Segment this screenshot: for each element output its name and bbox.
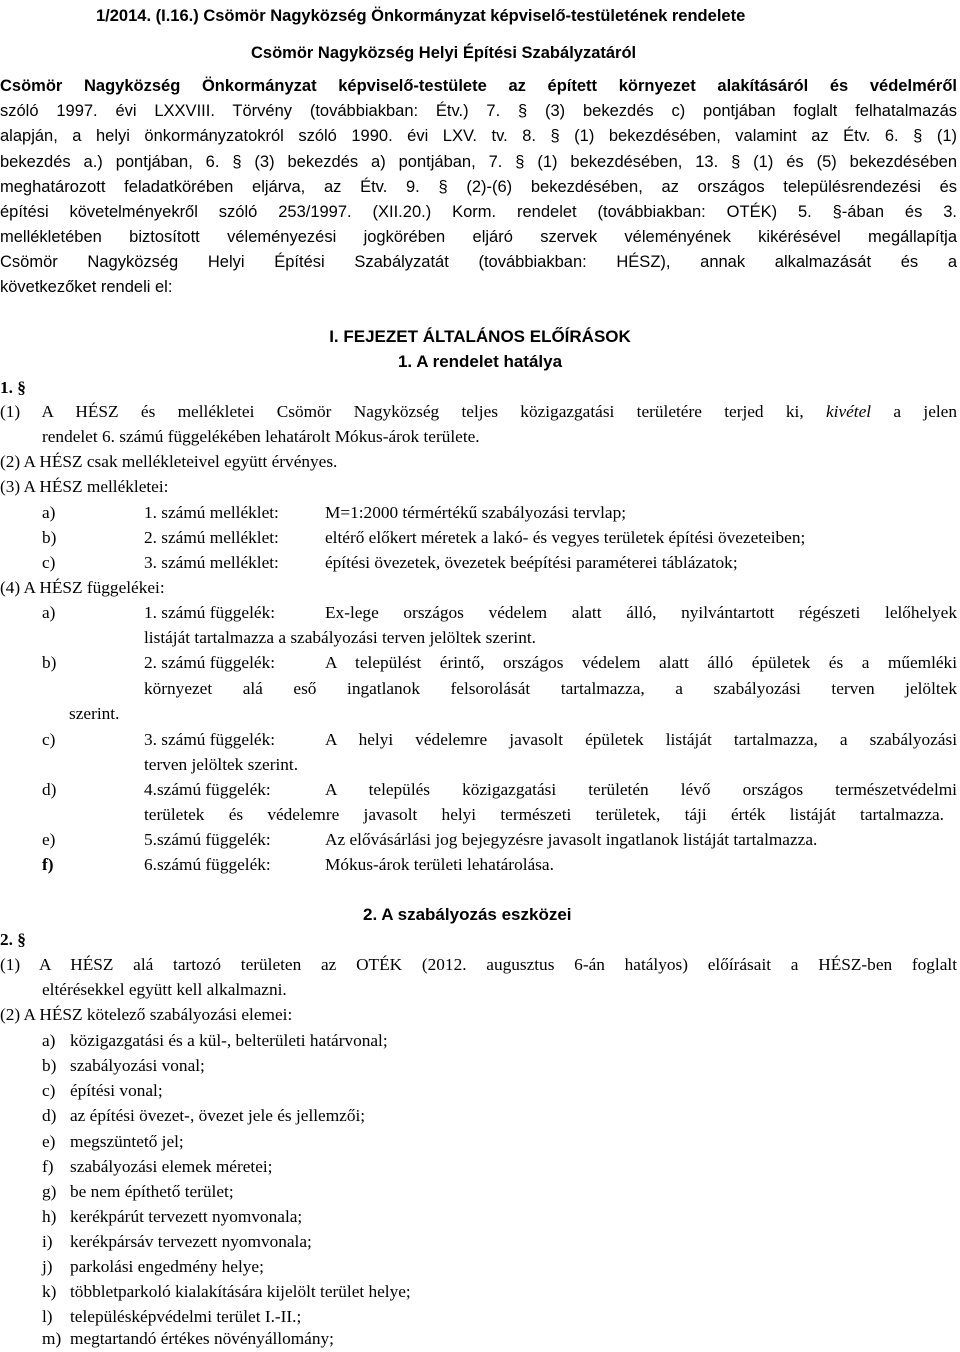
- list-label: b): [42, 1056, 57, 1075]
- preamble-line: bekezdés a.) pontjában, 6. § (3) bekezdés a) pontjában, 7. § (1) bekezdésében, 13. § (1) és (5) bekezdésében: [0, 153, 957, 171]
- list-label: e): [42, 1132, 56, 1151]
- preamble-line: következőket rendeli el:: [0, 278, 173, 296]
- list-label: h): [42, 1207, 57, 1226]
- list-label: k): [42, 1282, 57, 1301]
- appendix-desc: szerint.: [69, 704, 120, 723]
- list-label: d): [42, 1106, 57, 1125]
- list-label: a): [42, 1031, 56, 1050]
- preamble-line: mellékletében biztosított véleményezési jogkörében eljáró szervek véleményének kikérésével megállapítja: [0, 228, 957, 246]
- appendix-desc: területek és védelemre javasolt helyi természeti területek, táji érték listáját tartalmazza.: [144, 805, 944, 824]
- section-title: 2. A szabályozás eszközei: [363, 905, 572, 924]
- list-item: építési vonal;: [70, 1081, 163, 1100]
- list-label: c): [42, 553, 56, 572]
- list-label: e): [42, 830, 56, 849]
- paragraph-sign: 2. §: [0, 930, 26, 949]
- list-label: a): [42, 603, 56, 622]
- appendix-desc: Ex-lege országos védelem alatt álló, nyilvántartott régészeti lelőhelyek: [325, 603, 957, 622]
- list-item: megszüntető jel;: [70, 1132, 184, 1151]
- appendix-name: 6.számú függelék:: [144, 855, 271, 874]
- appendix-desc: környezet alá eső ingatlanok felsorolását tartalmazza, a szabályozási terven jelöltek: [144, 679, 957, 698]
- list-item: többletparkoló kialakítására kijelölt terület helye;: [70, 1282, 411, 1301]
- list-label: a): [42, 503, 56, 522]
- annex-name: 3. számú melléklet:: [144, 553, 279, 572]
- list-item: az építési övezet-, övezet jele és jellemzői;: [70, 1106, 366, 1125]
- annex-desc: eltérő előkert méretek a lakó- és vegyes területek építési övezeteiben;: [325, 528, 806, 547]
- appendix-name: 3. számú függelék:: [144, 730, 276, 749]
- appendix-desc: A települést érintő, országos védelem alatt álló épületek és a műemléki: [325, 653, 957, 672]
- preamble-line: meghatározott feladatkörében eljárva, az Étv. 9. § (2)-(6) bekezdésében, az országos településrendezési és: [0, 178, 957, 196]
- list-label: l): [42, 1307, 53, 1326]
- preamble-line: alapján, a helyi önkormányzatokról szóló 1990. évi LXV. tv. 8. § (1) bekezdésében, valamint az Étv. 6. § (1): [0, 127, 957, 145]
- list-item: közigazgatási és a kül-, belterületi határvonal;: [70, 1031, 388, 1050]
- appendix-desc: listáját tartalmazza a szabályozási terven jelöltek szerint.: [144, 628, 537, 647]
- list-item: településképvédelmi terület I.-II.;: [70, 1307, 302, 1326]
- list-label: b): [42, 653, 57, 672]
- document-title: 1/2014. (I.16.) Csömör Nagyközség Önkormányzat képviselő-testületének rendelete: [96, 7, 746, 25]
- list-item: szabályozási vonal;: [70, 1056, 205, 1075]
- paragraph-line: (2) A HÉSZ kötelező szabályozási elemei:: [0, 1005, 293, 1024]
- appendix-name: 1. számú függelék:: [144, 603, 276, 622]
- list-item: kerékpársáv tervezett nyomvonala;: [70, 1232, 312, 1251]
- annex-desc: építési övezetek, övezetek beépítési paraméterei táblázatok;: [325, 553, 738, 572]
- chapter-title: I. FEJEZET ÁLTALÁNOS ELŐÍRÁSOK: [329, 327, 631, 346]
- list-label: f): [42, 855, 54, 874]
- list-label: c): [42, 730, 56, 749]
- list-label: g): [42, 1182, 57, 1201]
- paragraph-line: eltérésekkel együtt kell alkalmazni.: [42, 980, 287, 999]
- appendix-desc: Mókus-árok területi lehatárolása.: [325, 855, 554, 874]
- appendix-name: 5.számú függelék:: [144, 830, 271, 849]
- paragraph-line: (2) A HÉSZ csak mellékleteivel együtt érvényes.: [0, 452, 338, 471]
- appendix-desc: A helyi védelemre javasolt épületek listáját tartalmazza, a szabályozási: [325, 730, 957, 749]
- list-label: i): [42, 1232, 53, 1251]
- paragraph-sign: 1. §: [0, 378, 26, 397]
- annex-desc: M=1:2000 térmértékű szabályozási tervlap;: [325, 503, 627, 522]
- paragraph-line: (3) A HÉSZ mellékletei:: [0, 477, 169, 496]
- list-item: megtartandó értékes növényállomány;: [70, 1329, 334, 1348]
- list-item: be nem építhető terület;: [70, 1182, 234, 1201]
- list-label: c): [42, 1081, 56, 1100]
- appendix-desc: Az elővásárlási jog bejegyzésre javasolt ingatlanok listáját tartalmazza.: [325, 830, 818, 849]
- annex-name: 1. számú melléklet:: [144, 503, 279, 522]
- list-label: m): [42, 1329, 62, 1348]
- list-item: parkolási engedmény helye;: [70, 1257, 264, 1276]
- preamble-line: Csömör Nagyközség Önkormányzat képviselő-testülete az épített környezet alakításáról és védelméről: [0, 77, 957, 95]
- list-label: b): [42, 528, 57, 547]
- preamble-line: szóló 1997. évi LXXVIII. Törvény (továbbiakban: Étv.) 7. § (3) bekezdés c) pontjában foglalt felhatalmazás: [0, 102, 957, 120]
- annex-name: 2. számú melléklet:: [144, 528, 279, 547]
- list-label: j): [42, 1257, 53, 1276]
- section-title: 1. A rendelet hatálya: [397, 352, 563, 371]
- appendix-desc: A település közigazgatási területén lévő országos természetvédelmi: [325, 780, 957, 799]
- list-item: szabályozási elemek méretei;: [70, 1157, 273, 1176]
- paragraph-line: (1) A HÉSZ alá tartozó területen az OTÉK (2012. augusztus 6-án hatályos) előírásait a HÉSZ-ben foglalt: [0, 955, 957, 974]
- list-label: f): [42, 1157, 54, 1176]
- appendix-name: 4.számú függelék:: [144, 780, 271, 799]
- paragraph-line: (4) A HÉSZ függelékei:: [0, 578, 165, 597]
- paragraph-line: rendelet 6. számú függelékében lehatárolt Mókus-árok területe.: [42, 427, 480, 446]
- preamble-line: építési követelményekről szóló 253/1997. (XII.20.) Korm. rendelet (továbbiakban: OTÉK) 5. §-ában és 3.: [0, 203, 957, 221]
- document-subtitle: Csömör Nagyközség Helyi Építési Szabályzatáról: [251, 44, 637, 62]
- appendix-desc: terven jelöltek szerint.: [144, 755, 299, 774]
- paragraph-line: (1) A HÉSZ és mellékletei Csömör Nagyközség teljes közigazgatási területére terjed ki, kivétel a jelen: [0, 402, 957, 421]
- appendix-name: 2. számú függelék:: [144, 653, 276, 672]
- list-label: d): [42, 780, 57, 799]
- preamble-line: Csömör Nagyközség Helyi Építési Szabályzatát (továbbiakban: HÉSZ), annak alkalmazását és a: [0, 253, 957, 271]
- list-item: kerékpárút tervezett nyomvonala;: [70, 1207, 303, 1226]
